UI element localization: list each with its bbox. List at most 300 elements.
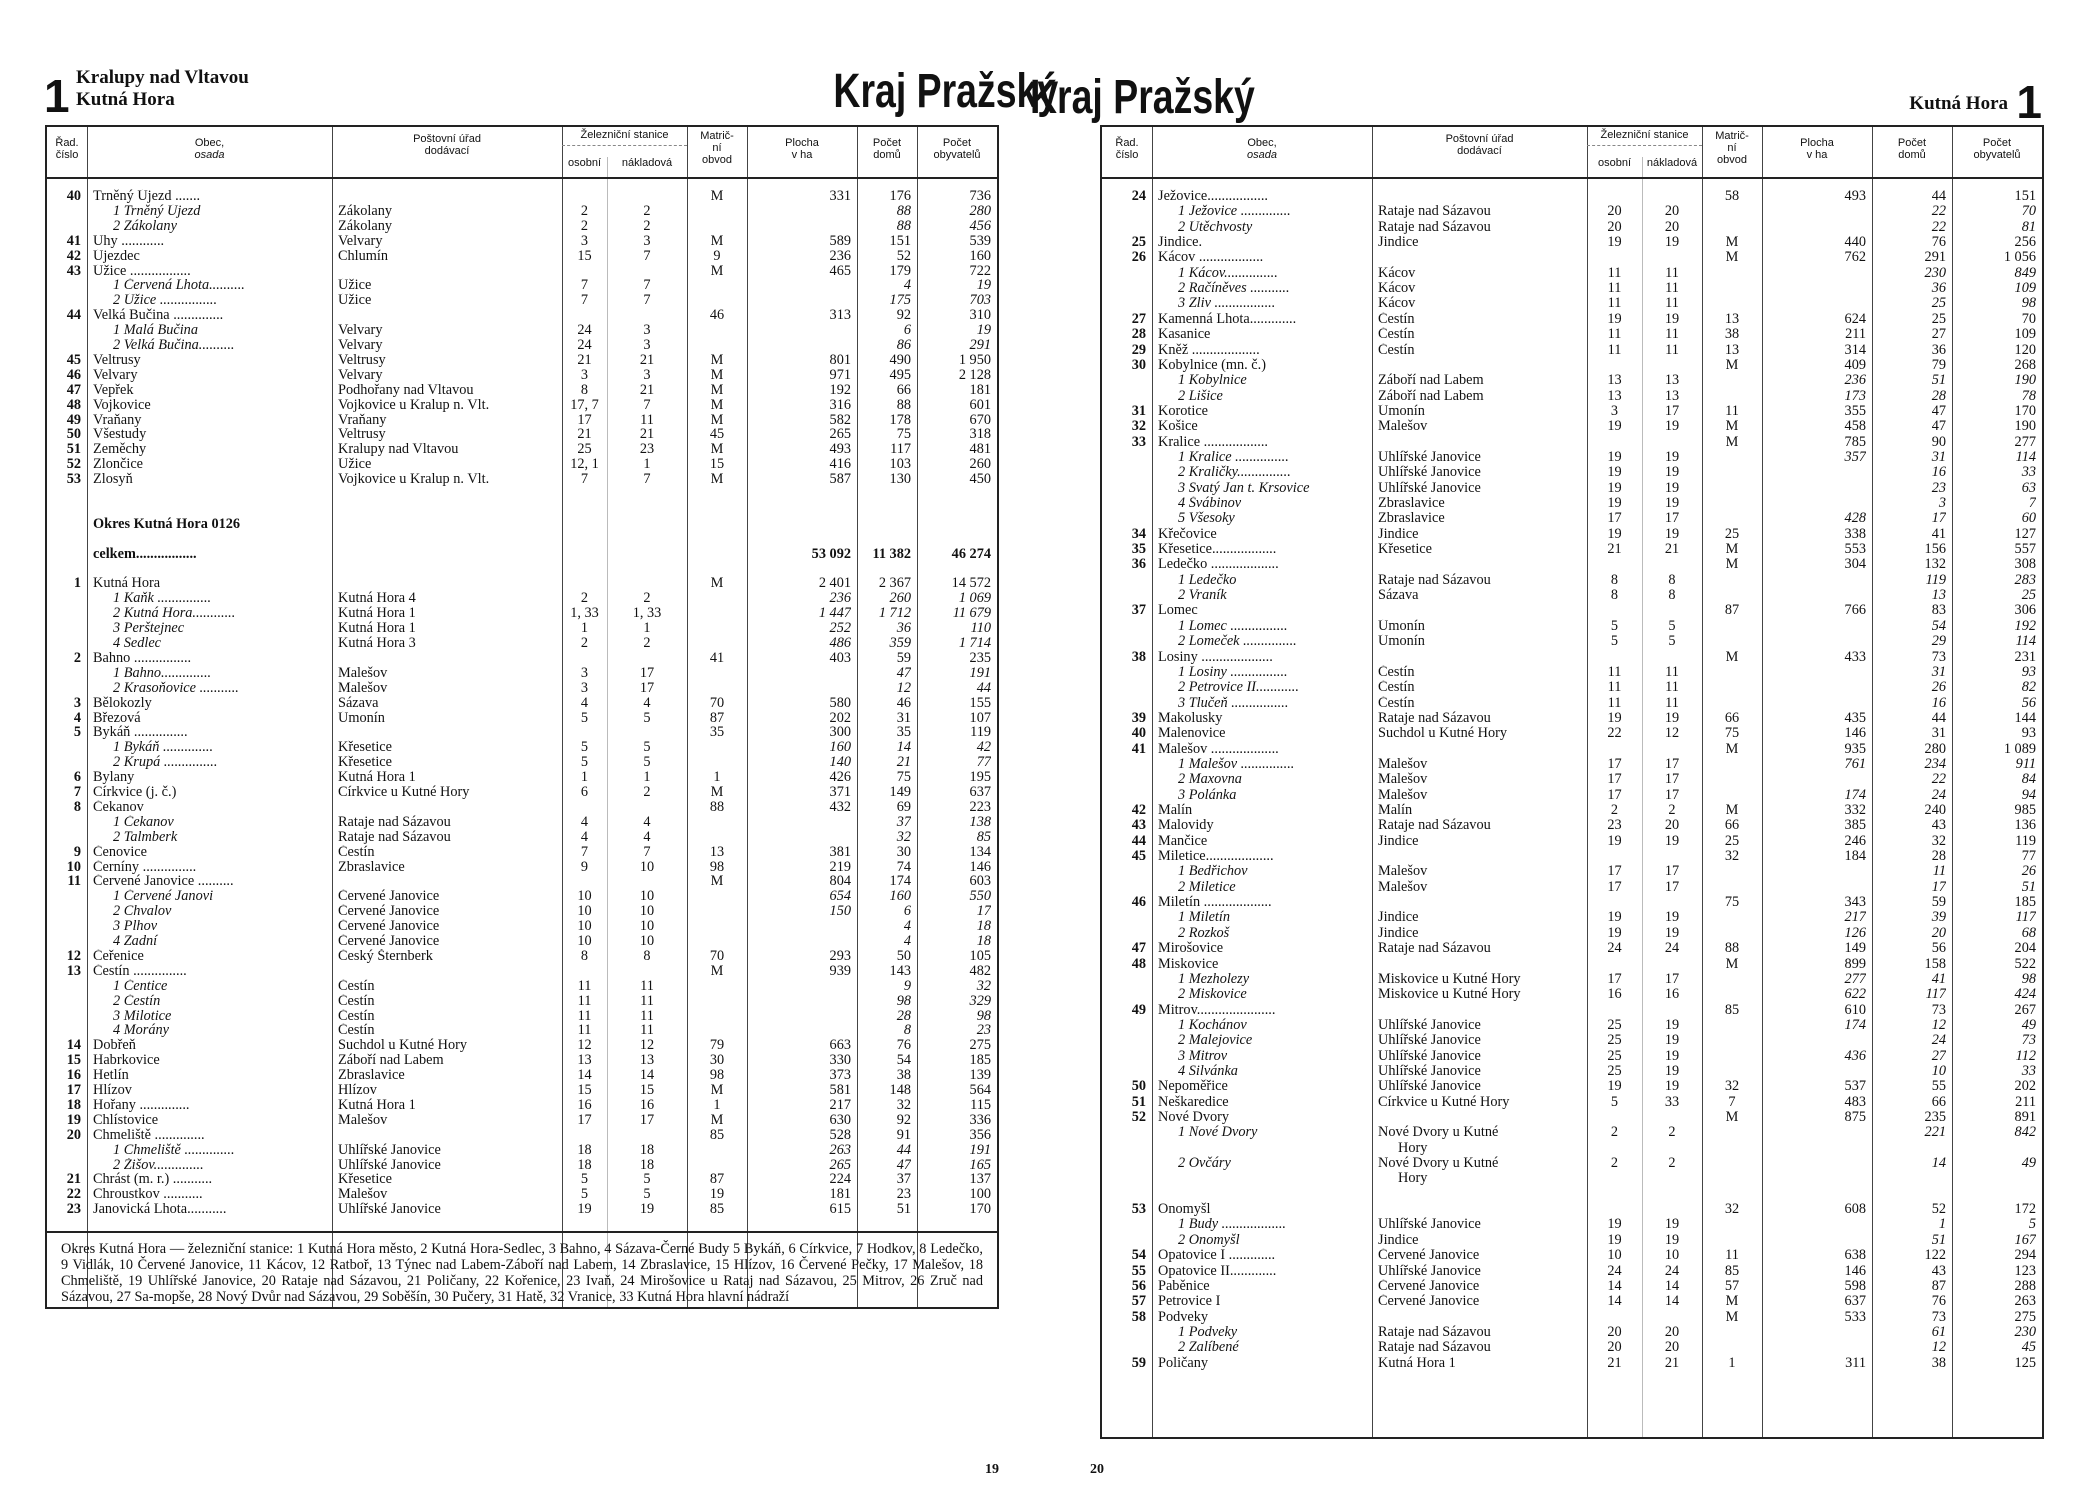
cell-osobni: 12 — [577, 1038, 592, 1054]
cell-domu: 235 — [1924, 1110, 1946, 1125]
cell-nakladova: 11 — [1665, 342, 1679, 358]
cell-urad: Křesetice — [1378, 542, 1432, 558]
cell-domu: 221 — [1924, 1125, 1946, 1141]
col-header-domu-line: Počet — [872, 137, 902, 149]
cell-urad: Uhlířské Janovice — [1378, 1033, 1481, 1049]
cell-nakladova: 7 — [643, 844, 651, 860]
cell-plocha: 2 401 — [818, 576, 851, 592]
cell-nakladova: 17 — [639, 1112, 655, 1128]
table-row — [1102, 880, 2042, 895]
cell-nakladova: 10 — [639, 859, 655, 875]
cell-obec: Kralice .................. — [1158, 434, 1268, 450]
cell-urad: Malešov — [338, 665, 388, 681]
cell-nakladova: 7 — [643, 472, 651, 488]
municipality-table — [1100, 125, 2044, 1439]
table-row — [1102, 496, 2042, 511]
cell-matricni: M — [1725, 1110, 1739, 1125]
cell-osobni: 25 — [1607, 1063, 1622, 1079]
table-row — [1102, 312, 2042, 327]
cell-obyvatel: 891 — [2014, 1110, 2036, 1125]
cell-plocha: 174 — [1844, 787, 1866, 803]
cell-domu: 103 — [889, 457, 911, 473]
cell-rad: 23 — [66, 1202, 81, 1218]
cell-osobni: 2 — [1610, 1125, 1619, 1141]
cell-obyvatel: 151 — [2014, 189, 2036, 204]
table-row — [47, 293, 997, 308]
cell-matricni: 70 — [709, 695, 725, 711]
cell-obyvatel: 294 — [2014, 1248, 2036, 1264]
table-row — [1102, 343, 2042, 358]
cell-urad: Červené Janovice — [338, 889, 440, 905]
col-header-rad-line: číslo — [55, 149, 79, 161]
cell-domu: 59 — [1931, 895, 1946, 911]
cell-obec: Velvary — [93, 367, 138, 383]
cell-domu: 54 — [1931, 618, 1946, 634]
cell-plocha: 236 — [1844, 373, 1866, 389]
cell-obec: Malenovice — [1158, 726, 1226, 742]
cell-obyvatel: 308 — [2014, 557, 2036, 573]
col-header-obec-line: osada — [194, 149, 225, 161]
cell-matricni: 58 — [1724, 189, 1740, 204]
cell-rad: 50 — [1131, 1079, 1146, 1095]
cell-domu: 55 — [1931, 1079, 1946, 1095]
cell-domu: 59 — [896, 650, 911, 666]
cell-rad: 22 — [66, 1187, 81, 1203]
cell-rad: 52 — [66, 457, 81, 473]
table-row — [1102, 435, 2042, 450]
cell-osobni: 19 — [1607, 710, 1622, 726]
table-row — [1102, 772, 2042, 787]
cell-domu: 122 — [1924, 1248, 1946, 1264]
table-row — [47, 1172, 997, 1187]
cell-obec: celkem................. — [93, 545, 197, 562]
cell-obyvatel: 139 — [969, 1068, 991, 1084]
cell-obec: Malešov ................... — [1158, 741, 1279, 757]
cell-domu: 32 — [1931, 833, 1946, 849]
cell-matricni: 57 — [1724, 1278, 1740, 1294]
cell-obyvatel: 670 — [969, 412, 991, 428]
cell-obec: Nové Dvory — [1158, 1110, 1230, 1125]
cell-obyvatel: 450 — [969, 472, 991, 488]
cell-obec: 1 Bykáň .............. — [113, 740, 214, 756]
cell-matricni: M — [710, 367, 724, 383]
table-row — [1102, 573, 2042, 588]
cell-nakladova: 4 — [643, 829, 651, 845]
cell-rad: 45 — [66, 352, 81, 368]
cell-nakladova: 17 — [1664, 879, 1680, 895]
cell-osobni: 24 — [577, 338, 592, 353]
cell-obyvatel: 109 — [2014, 327, 2036, 343]
cell-matricni: 1 — [1728, 1355, 1736, 1371]
cell-domu: 280 — [1924, 741, 1946, 757]
cell-obyvatel: 223 — [969, 799, 991, 815]
cell-nakladova: 5 — [1668, 618, 1676, 634]
cell-plocha: 801 — [829, 352, 851, 368]
cell-osobni: 11 — [1607, 695, 1622, 711]
cell-obec: Hořany .............. — [93, 1097, 190, 1113]
cell-obyvatel: 601 — [969, 397, 991, 413]
cell-domu: 75 — [896, 770, 911, 786]
cell-obyvatel: 56 — [2021, 695, 2036, 711]
col-header-domu-line: domů — [873, 149, 901, 161]
header-subdivider — [562, 145, 687, 146]
cell-nakladova: 20 — [1664, 204, 1680, 220]
cell-osobni: 8 — [580, 948, 589, 964]
cell-nakladova: 19 — [1664, 1017, 1680, 1033]
cell-plocha: 622 — [1844, 987, 1866, 1003]
cell-plocha: 219 — [829, 859, 851, 875]
cell-osobni: 20 — [1607, 1340, 1622, 1356]
table-row — [47, 532, 997, 547]
table-row — [1102, 527, 2042, 542]
cell-obec: 1 Ledečko — [1178, 572, 1237, 588]
cell-obec: Jindice. — [1158, 235, 1203, 251]
cell-obyvatel: 98 — [2021, 971, 2036, 987]
cell-rad: 30 — [1131, 357, 1146, 373]
cell-domu: 22 — [1931, 772, 1946, 788]
cell-plocha: 971 — [829, 367, 851, 383]
cell-rad: 53 — [66, 472, 81, 488]
cell-obec: Ledečko ................... — [1158, 557, 1279, 573]
cell-obec: Vraňany — [93, 412, 142, 428]
cell-obyvatel: 190 — [2014, 419, 2036, 435]
right-page — [1030, 0, 2086, 1501]
cell-osobni: 22 — [1607, 726, 1622, 742]
cell-rad: 46 — [1131, 895, 1146, 911]
cell-obec: 1 Kochánov — [1178, 1017, 1247, 1033]
cell-urad: Uhlířské Janovice — [1378, 465, 1481, 481]
cell-obyvatel: 482 — [969, 963, 991, 979]
cell-matricni: M — [1725, 649, 1739, 665]
cell-plocha: 236 — [829, 591, 851, 607]
cell-matricni: 15 — [709, 457, 725, 473]
cell-nakladova: 1 — [643, 457, 651, 473]
cell-plocha: 265 — [829, 1157, 851, 1173]
table-row — [47, 427, 997, 442]
cell-domu: 24 — [1931, 1033, 1946, 1049]
cell-obyvatel: 82 — [2021, 680, 2036, 696]
cell-obyvatel: 550 — [969, 889, 991, 905]
col-header-urad-line: Poštovní úřad — [413, 133, 481, 145]
cell-plocha: 184 — [1844, 849, 1866, 865]
cell-rad: 3 — [73, 695, 81, 711]
cell-nakladova: 10 — [1664, 1248, 1680, 1264]
cell-plocha: 146 — [1844, 1263, 1866, 1279]
cell-osobni: 17 — [1607, 511, 1622, 527]
cell-urad: Čestín — [338, 1023, 375, 1039]
cell-obyvatel: 849 — [2014, 265, 2036, 281]
cell-osobni: 4 — [580, 695, 589, 711]
cell-urad: Jindice — [1378, 235, 1419, 251]
cell-nakladova: 23 — [639, 442, 655, 458]
cell-domu: 12 — [1931, 1340, 1946, 1356]
table-row — [1102, 864, 2042, 879]
cell-matricni: M — [1725, 235, 1739, 251]
cell-obyvatel: 230 — [2014, 1324, 2036, 1340]
table-row — [47, 964, 997, 979]
cell-urad: Vraňany — [338, 412, 387, 428]
cell-plocha: 304 — [1844, 557, 1866, 573]
table-row — [1102, 450, 2042, 465]
cell-urad: Úmonín — [1378, 403, 1425, 419]
cell-matricni: M — [710, 442, 724, 458]
table-row — [47, 413, 997, 428]
cell-obec: Mitrov...................... — [1158, 1002, 1276, 1018]
cell-osobni: 8 — [1610, 588, 1619, 604]
cell-domu: 4 — [903, 934, 911, 949]
table-row — [47, 725, 997, 740]
cell-obyvatel: 172 — [2014, 1202, 2036, 1218]
table-row — [47, 383, 997, 398]
cell-nakladova: 20 — [1664, 818, 1680, 834]
cell-nakladova: 19 — [1664, 480, 1680, 496]
table-row — [1102, 987, 2042, 1002]
cell-urad: Vojkovice u Kralup n. Vlt. — [338, 397, 490, 413]
cell-domu: 83 — [1931, 603, 1946, 619]
cell-rad: 12 — [66, 948, 81, 964]
cell-rad: 20 — [66, 1127, 81, 1143]
cell-domu: 16 — [1931, 465, 1946, 481]
cell-nakladova: 5 — [643, 1187, 651, 1203]
cell-obec: 1 Červená Lhota.......... — [113, 278, 245, 294]
cell-obec: Losiny .................... — [1158, 649, 1273, 665]
cell-obyvatel: 736 — [969, 189, 991, 204]
cell-osobni: 13 — [1607, 388, 1622, 404]
cell-domu: 36 — [1931, 281, 1946, 297]
cell-osobni: 11 — [577, 978, 592, 994]
table-row — [1102, 941, 2042, 956]
cell-obyvatel: 202 — [2014, 1079, 2036, 1095]
cell-matricni: 32 — [1724, 1202, 1740, 1218]
table-row — [1102, 327, 2042, 342]
cell-obec: Velká Bučina .............. — [93, 308, 224, 324]
cell-domu: 31 — [1931, 449, 1946, 465]
cell-urad: Malešov — [1378, 864, 1428, 880]
cell-domu: 54 — [896, 1053, 911, 1069]
col-header-domu-line: domů — [1898, 149, 1926, 161]
cell-plocha: 433 — [1844, 649, 1866, 665]
cell-matricni: 9 — [713, 248, 721, 264]
cell-plocha: 899 — [1844, 956, 1866, 972]
cell-rad: 4 — [73, 710, 81, 726]
col-header-rad — [1102, 137, 1152, 187]
table-row — [47, 338, 997, 353]
cell-domu: 132 — [1924, 557, 1946, 573]
cell-domu: 119 — [1925, 572, 1946, 588]
cell-obyvatel: 1 714 — [958, 636, 991, 651]
cell-domu: 75 — [896, 427, 911, 443]
table-row — [1102, 634, 2042, 649]
cell-obyvatel: 119 — [2015, 833, 2036, 849]
cell-obyvatel: 25 — [2021, 588, 2036, 604]
col-header-zeleznicni-stanice: Železniční stanice — [1600, 129, 1689, 141]
cell-matricni: 70 — [709, 948, 725, 964]
table-row — [47, 278, 997, 293]
cell-rad: 27 — [1131, 311, 1146, 327]
cell-urad: Hory — [1398, 1171, 1428, 1187]
table-row — [1102, 1049, 2042, 1064]
cell-plocha: 416 — [829, 457, 851, 473]
cell-domu: 179 — [889, 263, 911, 279]
cell-osobni: 21 — [1607, 542, 1622, 558]
cell-matricni: 66 — [1724, 710, 1740, 726]
cell-urad: Čestín — [338, 978, 375, 994]
table-row — [47, 398, 997, 413]
cell-osobni: 19 — [1607, 925, 1622, 941]
cell-urad: Červené Janovice — [1378, 1248, 1480, 1264]
cell-plocha: 192 — [829, 382, 851, 398]
cell-nakladova: 16 — [1664, 987, 1680, 1003]
table-row — [1102, 711, 2042, 726]
cell-rad: 40 — [1131, 726, 1146, 742]
cell-obyvatel: 204 — [2014, 941, 2036, 957]
cell-plocha: 252 — [829, 621, 851, 637]
cell-obec: 1 Nové Dvory — [1178, 1125, 1258, 1141]
cell-nakladova: 11 — [640, 1023, 654, 1039]
cell-plocha: 53 092 — [811, 546, 851, 562]
cell-osobni: 1, 33 — [570, 606, 599, 622]
cell-osobni: 7 — [580, 472, 589, 488]
cell-nakladova: 7 — [643, 293, 651, 309]
cell-obec: Makolusky — [1158, 710, 1223, 726]
table-row — [1102, 511, 2042, 526]
cell-rad: 36 — [1131, 557, 1146, 573]
cell-plocha: 313 — [829, 308, 851, 324]
table-row — [1102, 404, 2042, 419]
col-header-obec-line: osada — [1247, 149, 1277, 161]
cell-plocha: 381 — [829, 844, 851, 860]
cell-obyvatel: 336 — [969, 1112, 991, 1128]
cell-rad: 45 — [1131, 849, 1146, 865]
left-page-header — [40, 55, 1058, 125]
cell-matricni: 13 — [1724, 342, 1740, 358]
cell-obyvatel: 211 — [2015, 1094, 2036, 1110]
cell-rad: 47 — [66, 382, 81, 398]
col-header-obec-line: Obec, — [1247, 137, 1277, 149]
cell-obyvatel: 190 — [2014, 373, 2036, 389]
table-row — [47, 219, 997, 234]
cell-nakladova: 21 — [1664, 542, 1680, 558]
cell-obyvatel: 522 — [2014, 956, 2036, 972]
cell-urad: Rataje nad Sázavou — [1378, 941, 1491, 957]
cell-domu: 10 — [1931, 1063, 1946, 1079]
cell-plocha: 663 — [829, 1038, 851, 1054]
cell-obyvatel: 70 — [2021, 204, 2036, 220]
cell-obyvatel: 703 — [969, 293, 991, 309]
cell-matricni: 32 — [1724, 849, 1740, 865]
cell-obyvatel: 192 — [2014, 618, 2036, 634]
cell-obec: 2 Krupá ............... — [113, 755, 218, 771]
cell-urad: Rataje nad Sázavou — [338, 814, 451, 830]
cell-urad: Kutná Hora 1 — [338, 621, 416, 637]
cell-matricni: 19 — [709, 1187, 725, 1203]
table-row — [47, 1068, 997, 1083]
cell-plocha: 357 — [1844, 449, 1866, 465]
cell-obyvatel: 283 — [2014, 572, 2036, 588]
cell-domu: 4 — [903, 919, 911, 935]
table-row — [1102, 373, 2042, 388]
cell-nakladova: 19 — [1664, 449, 1680, 465]
cell-urad: Červené Janovice — [338, 934, 440, 949]
cell-urad: Uhlířské Janovice — [338, 1202, 441, 1218]
cell-plocha: 493 — [1844, 189, 1866, 204]
table-row — [1102, 389, 2042, 404]
cell-osobni: 1 — [580, 770, 589, 786]
col-header-urad — [1372, 133, 1587, 183]
cell-plocha: 537 — [1844, 1079, 1866, 1095]
cell-domu: 38 — [1931, 1355, 1946, 1371]
table-row — [1102, 619, 2042, 634]
cell-matricni: 7 — [1728, 1094, 1736, 1110]
cell-obyvatel: 260 — [969, 457, 991, 473]
cell-nakladova: 19 — [1664, 710, 1680, 726]
col-header-plocha-line: Plocha — [785, 137, 819, 149]
cell-plocha: 343 — [1844, 895, 1866, 911]
cell-nakladova: 11 — [640, 412, 654, 428]
cell-osobni: 17 — [577, 412, 592, 428]
cell-urad: Uhlířské Janovice — [1378, 449, 1481, 465]
cell-obec: 2 Krasoňovice ........... — [113, 680, 239, 696]
cell-urad: Čestín — [1378, 680, 1415, 696]
cell-nakladova: 13 — [639, 1053, 655, 1069]
cell-plocha: 486 — [829, 636, 851, 651]
cell-osobni: 10 — [577, 919, 592, 935]
cell-obec: 3 Plhov — [113, 919, 158, 935]
cell-rad: 13 — [66, 963, 81, 979]
cell-obyvatel: 94 — [2021, 787, 2036, 803]
col-header-urad — [332, 133, 562, 183]
cell-domu: 3 — [1938, 496, 1946, 511]
cell-obyvatel: 46 274 — [951, 546, 991, 562]
cell-matricni: 11 — [1725, 1248, 1739, 1264]
cell-osobni: 2 — [580, 218, 589, 234]
cell-domu: 12 — [1931, 1017, 1946, 1033]
table-row — [1102, 1217, 2042, 1232]
cell-urad: Kutná Hora 3 — [338, 636, 416, 651]
cell-domu: 50 — [896, 948, 911, 964]
cell-nakladova: 5 — [643, 710, 651, 726]
cell-nakladova: 21 — [639, 352, 655, 368]
cell-osobni: 14 — [1607, 1294, 1622, 1310]
cell-obyvatel: 81 — [2021, 219, 2036, 235]
cell-urad: Rataje nad Sázavou — [1378, 710, 1491, 726]
table-row — [1102, 818, 2042, 833]
cell-domu: 37 — [896, 1172, 911, 1188]
table-row — [1102, 926, 2042, 941]
table-row — [1102, 803, 2042, 818]
cell-urad: Uhlířské Janovice — [338, 1142, 441, 1158]
cell-plocha: 181 — [829, 1187, 851, 1203]
table-row — [47, 576, 997, 591]
cell-domu: 175 — [889, 293, 911, 309]
table-row — [47, 502, 997, 517]
cell-matricni: 11 — [1725, 403, 1739, 419]
cell-urad: Červené Janovice — [1378, 1294, 1480, 1310]
cell-domu: 87 — [1931, 1278, 1946, 1294]
cell-osobni: 13 — [1607, 373, 1622, 389]
cell-nakladova: 17 — [1664, 403, 1680, 419]
col-header-rad — [47, 137, 87, 187]
cell-obyvatel: 5 — [2028, 1217, 2036, 1233]
cell-obec: Čeřenice — [93, 948, 144, 964]
cell-obec: Mirošovice — [1158, 941, 1224, 957]
cell-osobni: 17 — [1607, 864, 1622, 880]
cell-plocha: 426 — [829, 770, 851, 786]
cell-osobni: 10 — [577, 889, 592, 905]
cell-nakladova: 19 — [1664, 526, 1680, 542]
table-row — [47, 904, 997, 919]
cell-domu: 76 — [896, 1038, 911, 1054]
